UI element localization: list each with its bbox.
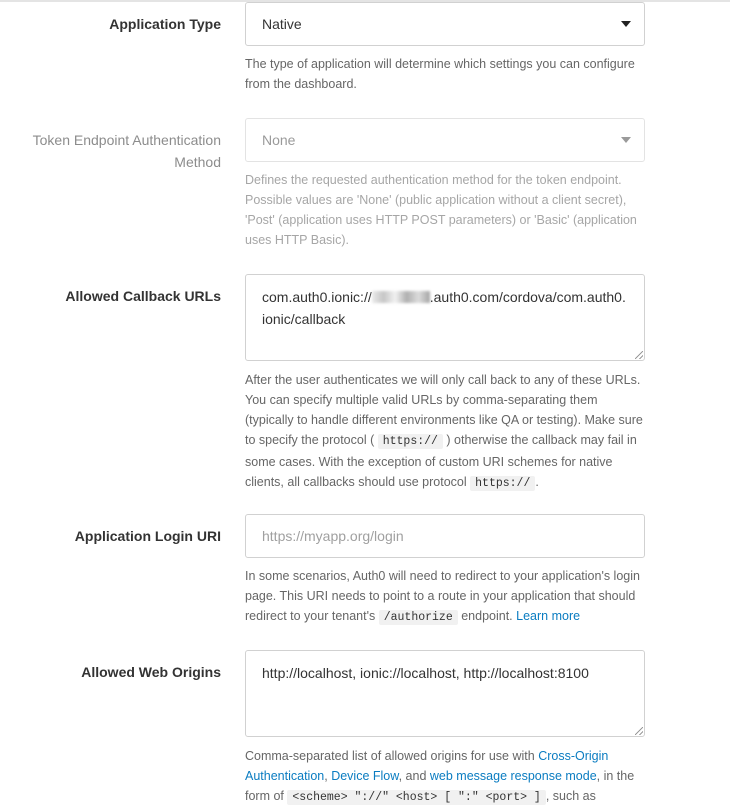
resize-grip-icon[interactable] <box>635 727 643 735</box>
token-auth-help: Defines the requested authentication method for the token endpoint. Possible values are 'None' (public application without a client secret), 'Post' (application uses HTTP POST parameters) or 'Basic' (application uses HTTP Basic). <box>245 173 637 247</box>
callback-urls-value-prefix: com.auth0.ionic:// <box>262 289 372 305</box>
origins-help-text-3: , such as <box>545 789 596 803</box>
cross-origin-auth-link[interactable]: Cross-Origin Authentication <box>245 749 609 783</box>
token-auth-value: None <box>262 132 296 148</box>
redacted-tenant <box>372 291 430 303</box>
application-type-select[interactable] <box>245 2 645 46</box>
login-uri-help <box>245 566 649 628</box>
token-auth-label <box>1 129 221 173</box>
origins-help-code: <scheme> "://" <host> [ ":" <port> ] <box>287 790 545 805</box>
login-uri-placeholder: https://myapp.org/login <box>262 528 404 544</box>
callback-help-text-3: . <box>535 475 539 489</box>
application-type-help: The type of application will determine which settings you can configure from the dashboard. <box>245 57 635 91</box>
callback-urls-textarea[interactable] <box>245 274 645 361</box>
web-origins-help <box>245 746 649 808</box>
origins-help-text-1: Comma-separated list of allowed origins for use with <box>245 749 535 763</box>
callback-help-text-1: After the user authenticates we will only call back to any of these URLs. You can specify multiple valid URLs by comma-separating them (typically to handle different environments like QA or testing). Make sure to specify the protocol ( <box>245 373 643 447</box>
learn-more-link[interactable]: Learn more <box>516 609 581 623</box>
device-flow-link[interactable]: Device Flow <box>331 769 399 783</box>
login-help-text-2: endpoint. <box>461 609 513 623</box>
application-type-label: Application Type <box>109 16 221 32</box>
callback-urls-help <box>245 370 649 494</box>
token-auth-select[interactable] <box>245 118 645 162</box>
web-origins-textarea[interactable] <box>245 650 645 737</box>
login-help-text-1: In some scenarios, Auth0 will need to redirect to your application's login page. This URI needs to point to a route in your application that should redirect to your tenant's <box>245 569 640 623</box>
application-type-value: Native <box>262 16 302 32</box>
origins-help-sep-1: , <box>324 769 328 783</box>
login-uri-label: Application Login URI <box>74 528 221 544</box>
callback-help-code-2: https:// <box>470 476 535 491</box>
web-message-mode-link[interactable]: web message response mode <box>429 769 597 783</box>
web-origins-value: http://localhost, ionic://localhost, http://localhost:8100 <box>262 665 589 681</box>
login-uri-input[interactable] <box>245 514 645 558</box>
callback-help-text-2: ) otherwise the callback may fail in some cases. With the exception of custom URI schemes for native clients, all callbacks should use protocol <box>245 433 637 489</box>
callback-help-code-1: https:// <box>378 434 443 449</box>
callback-urls-label: Allowed Callback URLs <box>65 288 221 304</box>
callback-urls-value-suffix: .auth0.com/cordova/com.auth0.ionic/callback <box>262 289 626 327</box>
origins-help-text-2: , in the form of <box>245 769 635 803</box>
resize-grip-icon[interactable] <box>635 351 643 359</box>
origins-help-sep-2: , and <box>398 769 427 783</box>
chevron-down-icon <box>621 21 631 27</box>
chevron-down-icon <box>621 137 631 143</box>
web-origins-label: Allowed Web Origins <box>81 664 221 680</box>
token-auth-label-line1: Token Endpoint Authentication <box>32 132 221 148</box>
token-auth-label-line2: Method <box>174 154 221 170</box>
login-help-code: /authorize <box>379 610 458 625</box>
